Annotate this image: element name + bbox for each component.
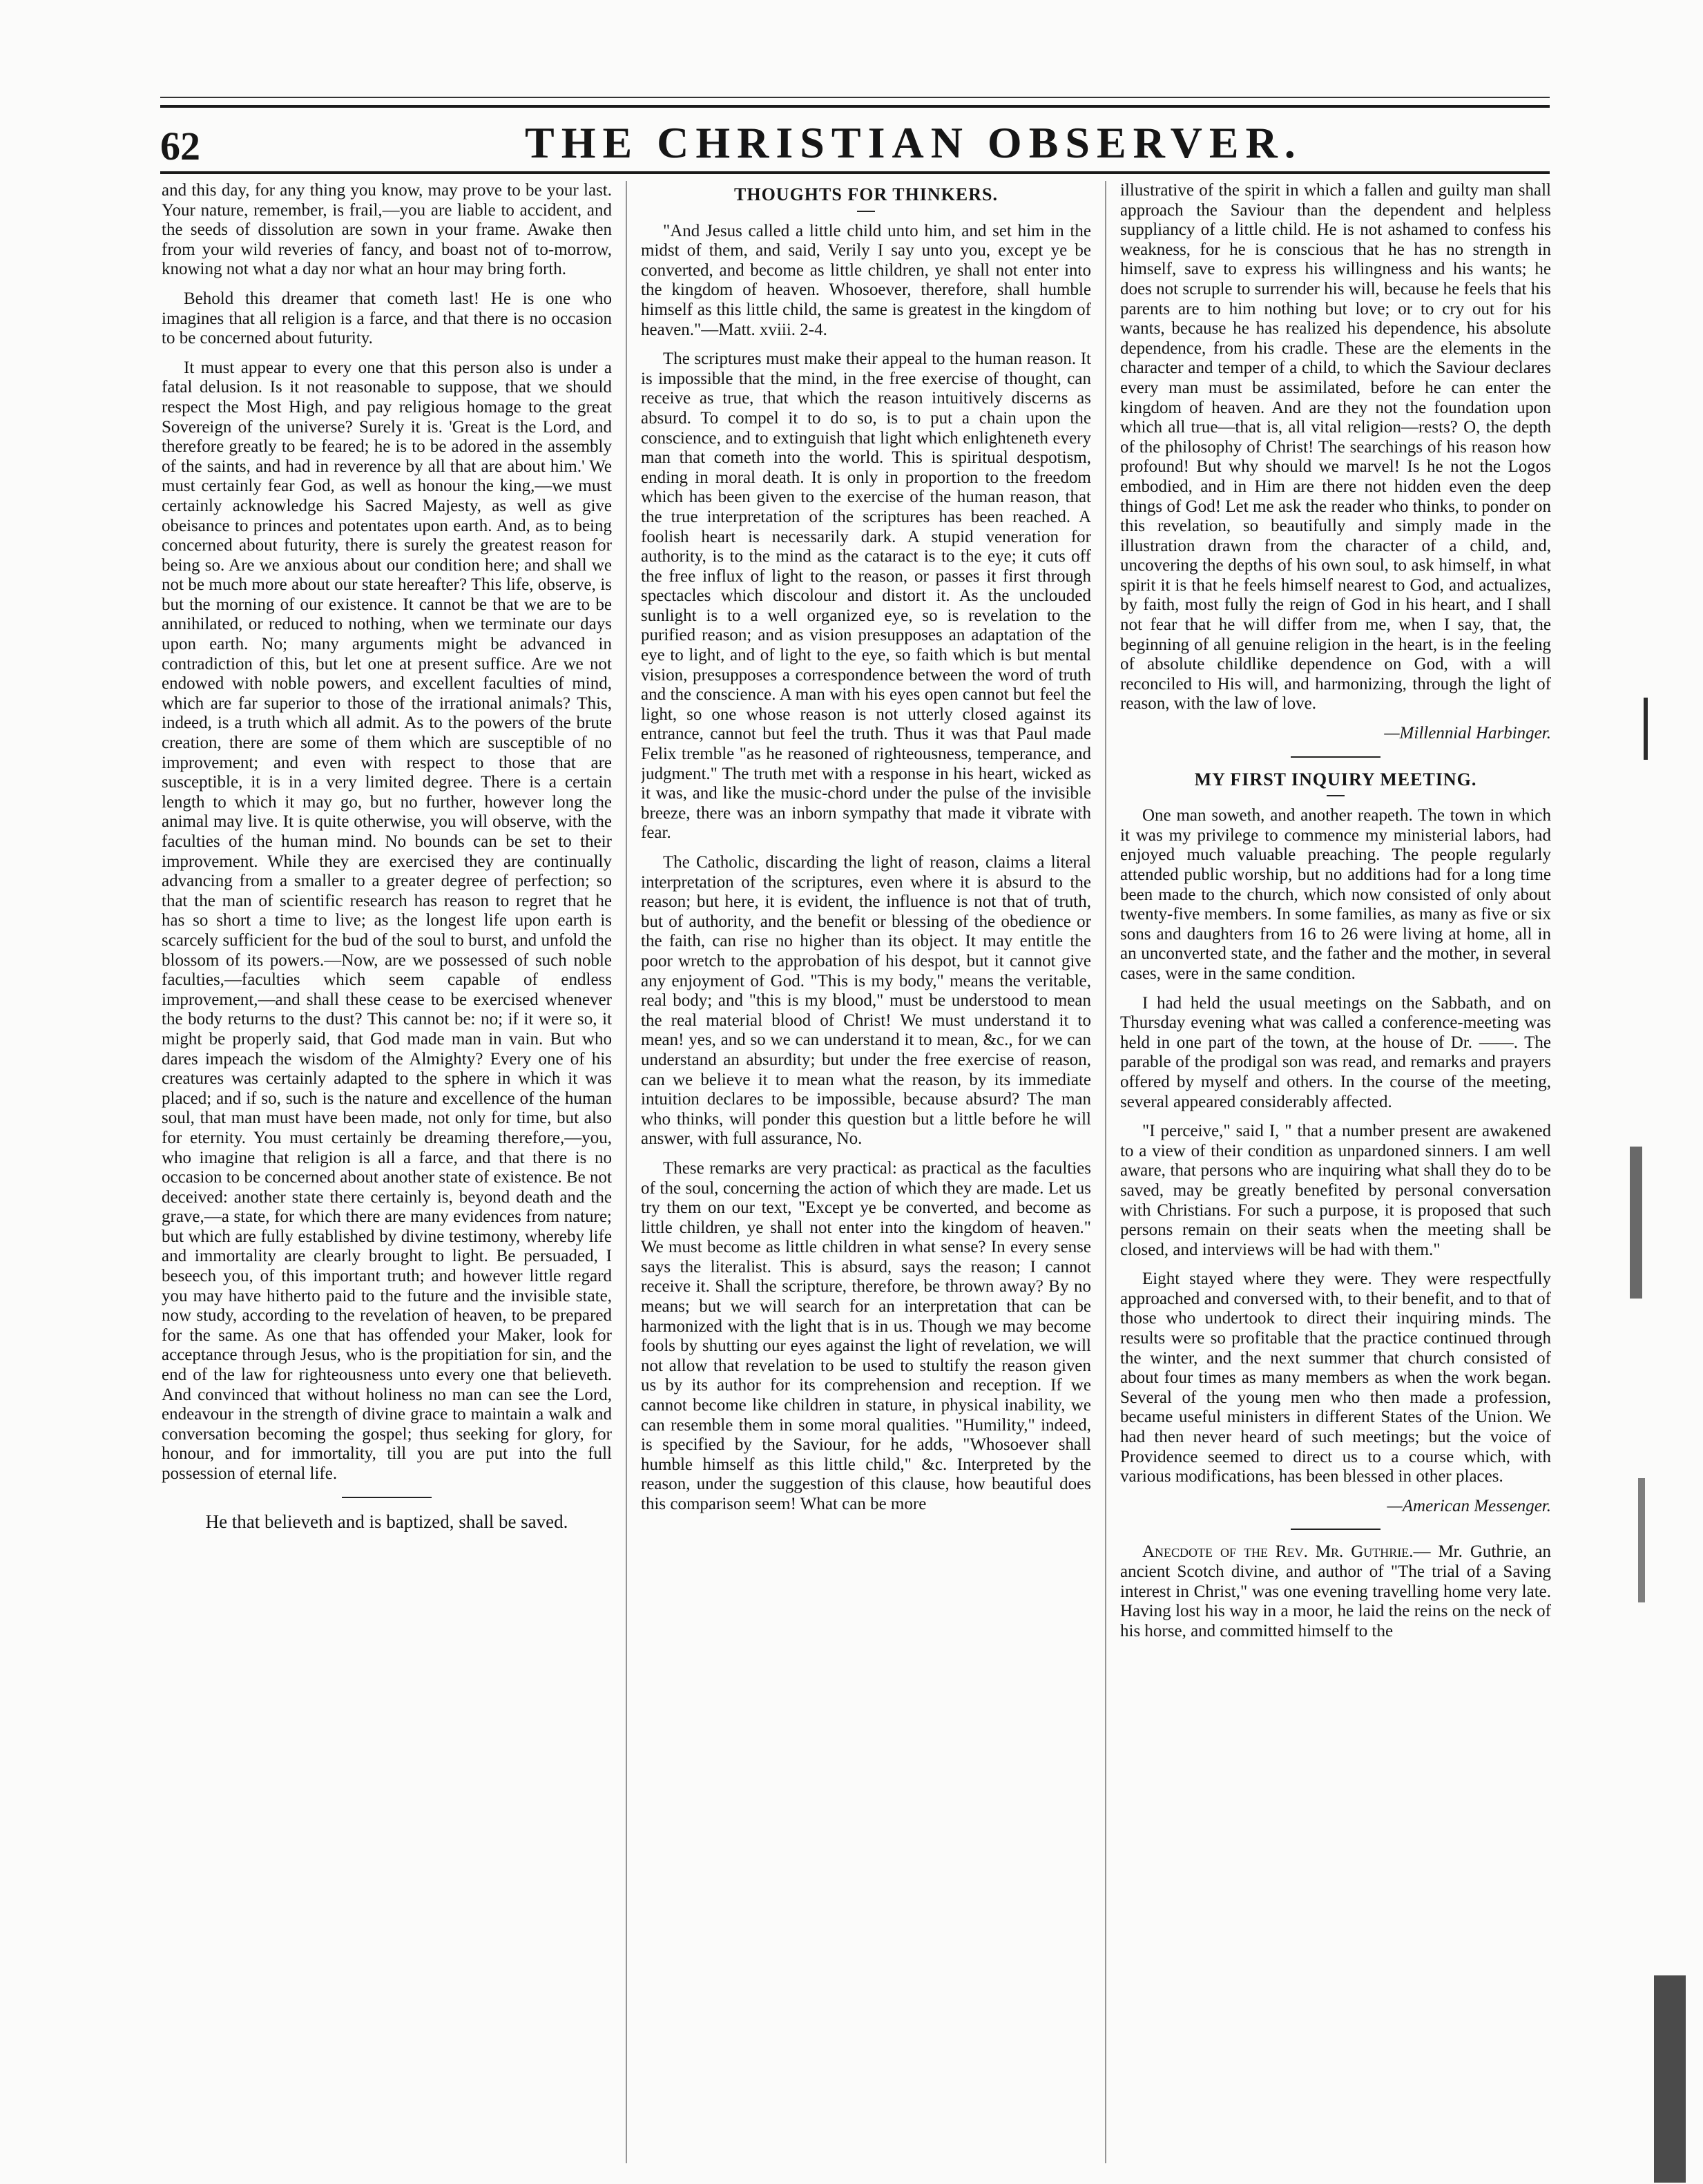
col3-source-1: —Millennial Harbinger. (1384, 724, 1551, 743)
column-right (1120, 181, 1551, 2163)
scan-mark-2 (1630, 1147, 1642, 1299)
col3-paragraph-5: Eight stayed where they were. They were respectfully approached and conversed with, to their benefit, and to that of those who undertook to direct their inquiring minds. The results were so profitable that the practice continued through the winter, and the next summer that church consisted of about four times as many members as when the work began. Several of the young men who then made a profession, became useful ministers in different States of the Union. We had then never heard of such meetings; but the voice of Providence seemed to direct us to a course which, with various modifications, has been blessed in other places. (1120, 1270, 1551, 1486)
col1-paragraph-2: Behold this dreamer that cometh last! He is one who imagines that all religion is a farce, and that there is no occasion to be concerned about futurity. (162, 289, 612, 348)
col3-paragraph-6 (1120, 1542, 1551, 1641)
col3-paragraph-4: "I perceive," said I, " that a number present are awakened to a view of their condition as unpardoned sinners. I am well aware, that persons who are inquiring what shall they do to be saved, may be greatly benefited by personal conversation with Christians. For such a purpose, it is proposed that such persons remain on their seats when the meeting shall be closed, and interviews will be had with them." (1120, 1122, 1551, 1259)
header-rule-top (160, 97, 1550, 98)
header-rule-bottom (160, 171, 1550, 174)
scan-mark-1 (1644, 698, 1648, 760)
col1-paragraph-3: It must appear to every one that this person also is under a fatal delusion. Is it not reasonable to suppose, that we should respect the Most High, and pay religious homage to the great Sovereign of the universe? Surely it is. 'Great is the Lord, and therefore greatly to be feared; he is to be adored in the assembly of the saints, and had in reverence by all that are about him.' We must certainly fear God, as well as honour the king,—we must certainly acknowledge his Sacred Majesty, as well as give obeisance to princes and potentates upon earth. And, as to being concerned about futurity, there is surely the greatest reason for being so. Are we anxious about our condition here; and shall we not be much more about our state hereafter? This life, observe, is but the morning of our existence. It cannot be that we are to be annihilated, or reduced to nothing, when we terminate our days upon earth. No; many arguments might be advanced in contradiction of this, but let one at present suffice. Are we not endowed with noble powers, and excellent faculties of mind, which are far superior to those of the irrational animals? This, indeed, is a truth which all admit. As to the powers of the brute creation, there are some of them which are susceptible of no improvement; and even with respect to those that are susceptible, it is in a very limited degree. There is a certain length to which it may go, but no further, however long the animal may live. It is quite otherwise, you will observe, with the faculties of the human mind. No bounds can be set to their improvement. While they are exercised they are continually advancing from a smaller to a greater degree of perfection; so that the man of scientific research has reason to regret that he has so short a time to live; as the longest life upon earth is scarcely sufficient for the bud of the soul to burst, and unfold the blossom of its powers.—Now, are we possessed of such noble faculties,—faculties which seem capable of endless improvement,—and shall these cease to be exercised whenever the body returns to the dust? This cannot be: no; if it were so, it might be properly said, that God made man in vain. But who dares impeach the wisdom of the Almighty? Every one of his creatures was certainly adapted to the sphere in which it was placed; and if so, such is the nature and excellence of the human soul, that man must have been made, not only for time, but also for eternity. You must certainly be dreaming therefore,—you, who imagine that religion is all a farce, and that there is no occasion to be concerned about another state of existence. Be not deceived: another state there certainly is, beyond death and the grave,—a state, for which there are many evidences from nature; but which are fully established by divine testimony, whereby life and immortality are clearly brought to light. Be persuaded, I beseech you, of this important truth; and however little regard you may have hitherto paid to the future and the invisible state, now study, according to the revelation of heaven, to be prepared for the same. As one that has offended your Maker, look for acceptance through Jesus, who is the propitiation for sin, and the end of the law for righteousness unto every one that believeth. And convinced that without holiness no man can see the Lord, endeavour in the strength of divine grace to maintain a walk and conversation becoming the gospel; thus seeking for glory, for honour, and for immortality, till you are put into the full possession of eternal life. (162, 358, 612, 1483)
col1-end-rule (342, 1497, 432, 1498)
heading-rule-2 (1327, 795, 1345, 796)
col3-rule-2 (1291, 1529, 1380, 1530)
article-heading-thoughts: THOUGHTS FOR THINKERS. (734, 184, 998, 204)
col3-paragraph-1: illustrative of the spirit in which a fallen and guilty man shall approach the Saviour than the dependent and helpless suppliancy of a little child. He is not ashamed to confess his weakness, for he is conscious that he has no strength in himself, save to express his willingness and his wants; he does not scruple to surrender his will, because he feels that his parents are to him nothing but love; or to cry out for his wants, because he has realized his dependence, his absolute dependence, from his cradle. These are the elements in the character and temper of a child, to which the Saviour declares every man must be assimilated, before he can enter the kingdom of heaven. And are they not the foundation upon which all true—that is, all vital religion—rests? O, the depth of the philosophy of Christ! The searchings of his reason how profound! But why should we marvel! Is he not the Logos embodied, and in Him are there not hidden even the deep things of God! Let me ask the reader who thinks, to ponder on this revelation, so beautifully and simply made in the illustration drawn from the character of a child, and, uncovering the depths of his own soul, to ask himself, in what spirit it is that he feels himself nearest to God, and actualizes, by faith, most fully the reign of God in his heart, and I shall not fear that he will differ from me, when I say, that, the beginning of all genuine religion in the heart, is in the feeling of absolute childlike dependence on God, with a will reconciled to His will, and harmonizing, through the light of reason, with the law of love. (1120, 181, 1551, 713)
col2-paragraph-4: These remarks are very practical: as practical as the faculties of the soul, concerning the action of which they are made. Let us try them on our text, "Except ye be converted, and become as little children, ye shall not enter into the kingdom of heaven." We must become as little children in what sense? In every sense says the literalist. This is absurd, says the reason; I cannot receive it. Shall the scripture, therefore, be thrown away? By no means; but we will search for an interpretation that can be harmonized with the light that is in us. Though we may become fools by shutting our eyes against the light of revelation, we will not allow that revelation to be used to stultify the reason given us by its author for its comprehension and reception. If we cannot become like children in stature, in physical inability, we can resemble them in some moral qualities. "Humility," indeed, is specified by the Saviour, for he adds, "Whosoever shall humble himself as this little child," &c. Interpreted by the reason, under the suggestion of this clause, how beautiful does this comparison seem! What can be more (641, 1158, 1091, 1513)
column-divider-left (626, 181, 627, 2163)
anecdote-lead: Anecdote of the Rev. Mr. Guthrie.— (1142, 1542, 1431, 1562)
scan-mark-3 (1638, 1478, 1645, 1602)
col2-paragraph-3: The Catholic, discarding the light of reason, claims a literal interpretation of the scriptures, even where it is absurd to the reason; but here, it is evident, the influence is not that of truth, but of authority, and the benefit or blessing of the obedience or the faith, can rise no higher than its object. It may entitle the poor wretch to the approbation of his despot, but it cannot give any enjoyment of God. "This is my body," means the veritable, real body; and "this is my blood," must be understood to mean the real material blood of Christ! We must understand it to mean! yes, and so we can understand it to mean, &c., for we can understand an absurdity; but under the free exercise of reason, can we believe it to mean what the reason, by its immediate intuition declares to be impossible, because absurd? The man who thinks, will ponder this question but a little before he will answer, with full assurance, No. (641, 853, 1091, 1149)
header-rule-second (160, 105, 1550, 108)
page-number: 62 (160, 124, 200, 169)
col2-paragraph-1: "And Jesus called a little child unto him, and set him in the midst of them, and said, Verily I say unto you, except ye be converted, and become as little children, ye shall not enter into the kingdom of heaven. Whosoever, therefore, shall humble himself as this little child, the same is greatest in the kingdom of heaven."—Matt. xviii. 2-4. (641, 221, 1091, 339)
anecdote-text: Mr. Guthrie, an ancient Scotch divine, and author of "The trial of a Saving interest in Christ," was one evening travelling home very late. Having lost his way in a moor, he laid the reins on the neck of his horse, and committed himself to the (1120, 1542, 1551, 1640)
col1-closing-line: He that believeth and is baptized, shall be saved. (205, 1511, 568, 1532)
col3-paragraph-2: One man soweth, and another reapeth. The town in which it was my privilege to commence my ministerial labors, had enjoyed much valuable preaching. The people regularly attended public worship, but no additions had for a long time been made to the church, which now consisted of only about twenty-five members. In some families, as many as five or six sons and daughters from 16 to 26 were living at home, all in an unconverted state, and the father and the mother, in several cases, were in the same condition. (1120, 806, 1551, 983)
heading-rule (857, 211, 875, 212)
col1-paragraph-1: and this day, for any thing you know, may prove to be your last. Your nature, remember, is frail,—you are liable to accident, and the seeds of dissolution are sown in your frame. Awake then from your wild reveries of fancy, and boast not of to-morrow, knowing not what a day nor what an hour may bring forth. (162, 181, 612, 279)
article-heading-inquiry-meeting: MY FIRST INQUIRY MEETING. (1194, 769, 1477, 789)
scan-mark-4 (1654, 1975, 1686, 2183)
col2-paragraph-2: The scriptures must make their appeal to the human reason. It is impossible that the mind, in the free exercise of thought, can receive as true, that which the reason intuitively discerns as absurd. To compel it to do so, is to put a chain upon the conscience, and to extinguish that light which enlighteneth every man that cometh into the world. This is spiritual despotism, ending in moral death. It is only in proportion to the freedom which has been given to the exercise of the human reason, that the true interpretation of the scriptures has been reached. A foolish heart is necessarily dark. A stupid veneration for authority, is to the mind as the cataract is to the eye; it cuts off the free influx of light to the reason, or passes it first through spectacles which discolour and distort it. As the unclouded sunlight is to a well organized eye, so is revelation to the purified reason; and as vision presupposes an adaptation of the eye to light, and of light to the eye, so faith which is but mental vision, presupposes a correspondence between the word of truth and the conscience. A man with his eyes open cannot but feel the light, so one whose reason is not utterly closed against its entrance, cannot but feel the truth. Thus it was that Paul made Felix tremble "as he reasoned of righteousness, temperance, and judgment." The truth met with a response in his heart, wicked as it was, and like the music-chord under the pulse of the invisible breeze, there was an inborn sympathy that made it vibrate with fear. (641, 349, 1091, 843)
col3-rule-1 (1291, 756, 1380, 758)
col3-paragraph-3: I had held the usual meetings on the Sabbath, and on Thursday evening what was called a conference-meeting was held in one part of the town, at the house of Dr. ——. The parable of the prodigal son was read, and remarks and prayers offered by myself and others. In the course of the meeting, several appeared considerably affected. (1120, 993, 1551, 1111)
column-middle (641, 181, 1091, 2163)
column-divider-right (1105, 181, 1106, 2163)
column-left (162, 181, 612, 2163)
col3-source-2: —American Messenger. (1387, 1496, 1551, 1515)
masthead-title: THE CHRISTIAN OBSERVER. (525, 118, 1302, 167)
